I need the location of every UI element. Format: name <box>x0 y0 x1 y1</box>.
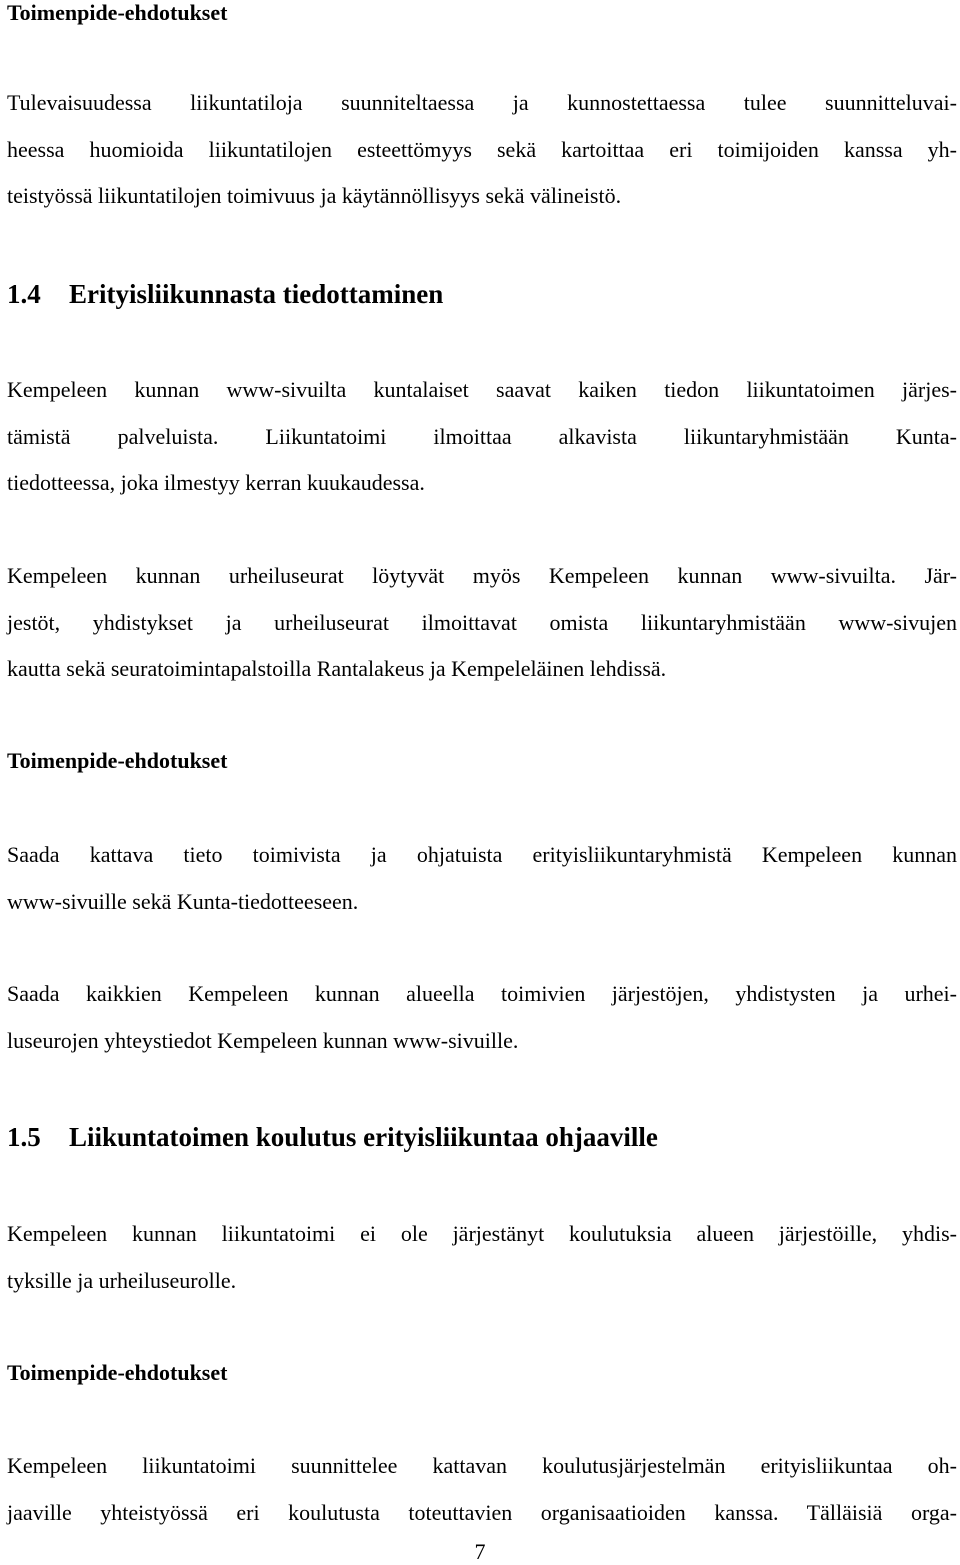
paragraph-sports-clubs <box>7 553 957 693</box>
paragraph-line: Kempeleen kunnan urheiluseurat löytyvät myös Kempeleen kunnan www-sivuilta. Jär- <box>7 563 957 588</box>
heading-toimenpide-ehdotukset-1: Toimenpide-ehdotukset <box>7 0 228 25</box>
paragraph-line: tiedotteessa, joka ilmestyy kerran kuukaudessa. <box>7 470 425 495</box>
paragraph-line: Saada kaikkien Kempeleen kunnan alueella toimivien järjestöjen, yhdistysten ja urhei- <box>7 981 957 1006</box>
paragraph-website-info <box>7 367 957 507</box>
paragraph-proposal-info <box>7 832 957 925</box>
paragraph-line: luseurojen yhteystiedot Kempeleen kunnan www-sivuille. <box>7 1027 519 1053</box>
paragraph-line: Kempeleen kunnan liikuntatoimi ei ole järjestänyt koulutuksia alueen järjestöille, yhdis- <box>7 1221 957 1246</box>
paragraph-proposal-contacts <box>7 971 957 1064</box>
paragraph-line: Saada kattava tieto toimivista ja ohjatuista erityisliikuntaryhmistä Kempeleen kunnan <box>7 842 957 867</box>
paragraph-line: tyksille ja urheiluseurolle. <box>7 1267 237 1293</box>
page-number: 7 <box>474 1539 486 1564</box>
section-number: 1.5 <box>7 1122 41 1152</box>
heading-toimenpide-ehdotukset-2: Toimenpide-ehdotukset <box>7 748 228 773</box>
paragraph-line: Tulevaisuudessa liikuntatiloja suunniteltaessa ja kunnostettaessa tulee suunnitteluvai- <box>7 90 957 115</box>
paragraph-training <box>7 1211 957 1304</box>
section-number: 1.4 <box>7 279 41 309</box>
paragraph-line: Kempeleen liikuntatoimi suunnittelee kattavan koulutusjärjestelmän erityisliikuntaa oh- <box>7 1453 957 1478</box>
paragraph-facilities <box>7 80 957 220</box>
paragraph-line: teistyössä liikuntatilojen toimivuus ja käytännöllisyys sekä välineistö. <box>7 183 622 208</box>
paragraph-line: heessa huomioida liikuntatilojen esteettömyys sekä kartoittaa eri toimijoiden kanssa yh- <box>7 136 957 162</box>
section-title: Liikuntatoimen koulutus erityisliikuntaa ohjaaville <box>69 1122 658 1152</box>
section-title: Erityisliikunnasta tiedottaminen <box>69 279 444 309</box>
paragraph-line: www-sivuille sekä Kunta-tiedotteeseen. <box>7 888 359 914</box>
paragraph-line: Kempeleen kunnan www-sivuilta kuntalaiset saavat kaiken tiedon liikuntatoimen järjes- <box>7 377 957 402</box>
section-heading-1-4 <box>7 278 957 310</box>
section-heading-1-5 <box>7 1121 957 1153</box>
paragraph-line: jaaville yhteistyössä eri koulutusta toteuttavien organisaatioiden kanssa. Tälläisiä orga- <box>7 1499 957 1525</box>
paragraph-line: tämistä palveluista. Liikuntatoimi ilmoittaa alkavista liikuntaryhmistään Kunta- <box>7 423 957 449</box>
paragraph-training-plan <box>7 1443 957 1536</box>
paragraph-line: jestöt, yhdistykset ja urheiluseurat ilmoittavat omista liikuntaryhmistään www-sivujen <box>7 609 957 635</box>
paragraph-line: kautta sekä seuratoimintapalstoilla Rantalakeus ja Kempeleläinen lehdissä. <box>7 656 667 681</box>
heading-toimenpide-ehdotukset-3: Toimenpide-ehdotukset <box>7 1360 228 1385</box>
